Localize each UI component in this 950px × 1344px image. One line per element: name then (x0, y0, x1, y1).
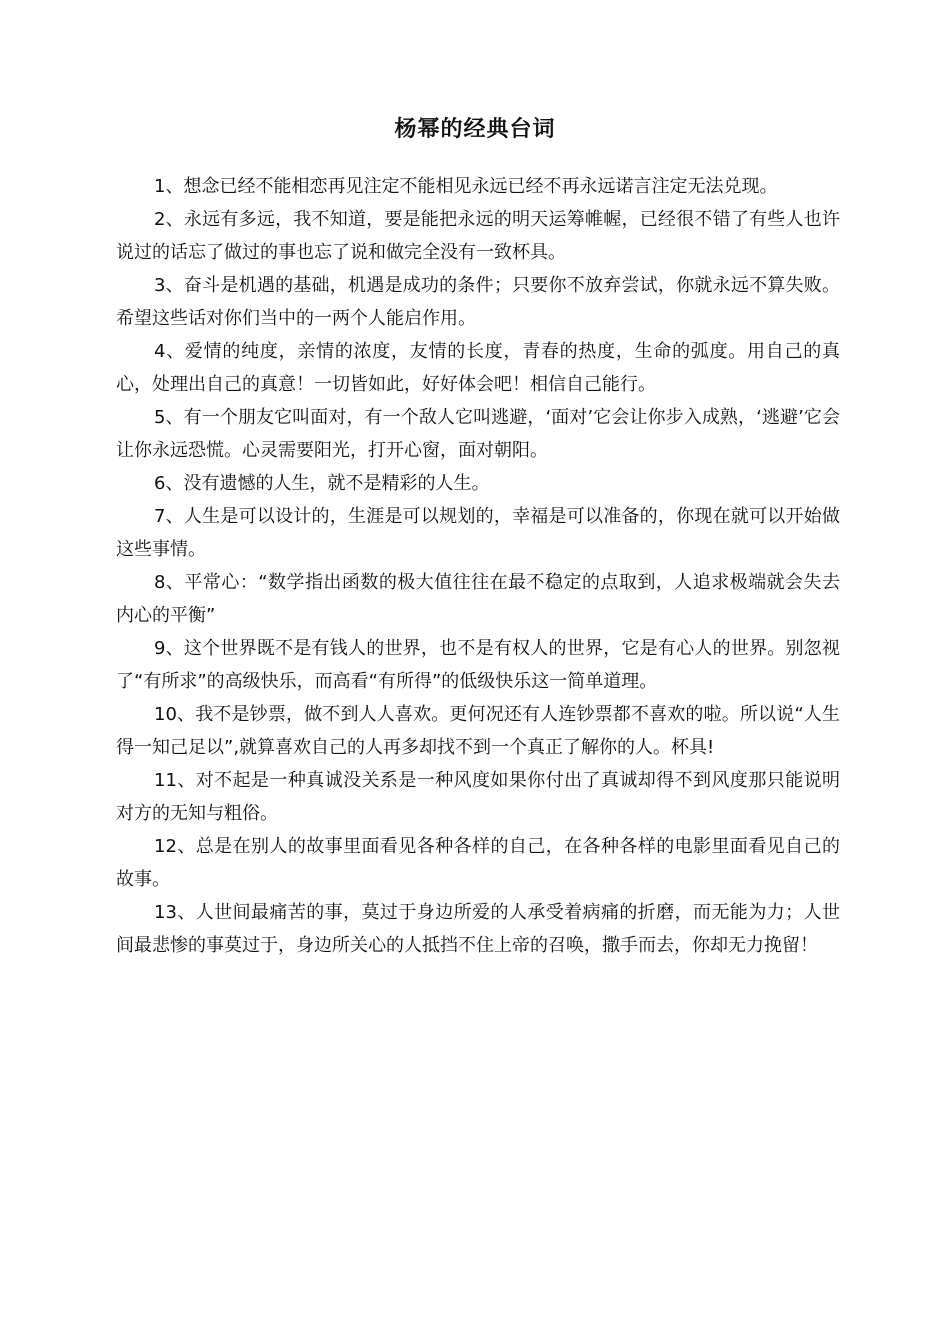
paragraph-13: 13、人世间最痛苦的事，莫过于身边所爱的人承受着病痛的折磨，而无能为力；人世间最悲惨的事莫过于，身边所关心的人抵挡不住上帝的召唤，撒手而去，你却无力挽留！ (116, 902, 840, 956)
paragraph-7: 7、人生是可以设计的，生涯是可以规划的，幸福是可以准备的，你现在就可以开始做这些事情。 (116, 506, 840, 560)
paragraph-4: 4、爱情的纯度，亲情的浓度，友情的长度，青春的热度，生命的弧度。用自己的真心，处理出自己的真意！一切皆如此，好好体会吧！相信自己能行。 (116, 341, 840, 395)
paragraph-8: 8、平常心：“数学指出函数的极大值往往在最不稳定的点取到，人追求极端就会失去内心的平衡” (116, 572, 840, 626)
paragraph-11: 11、对不起是一种真诚没关系是一种风度如果你付出了真诚却得不到风度那只能说明对方的无知与粗俗。 (116, 770, 840, 824)
paragraph-12: 12、总是在别人的故事里面看见各种各样的自己，在各种各样的电影里面看见自己的故事。 (116, 836, 840, 890)
paragraph-2: 2、永远有多远，我不知道，要是能把永远的明天运筹帷幄，已经很不错了有些人也许说过的话忘了做过的事也忘了说和做完全没有一致杯具。 (116, 209, 840, 263)
paragraph-9: 9、这个世界既不是有钱人的世界，也不是有权人的世界，它是有心人的世界。别忽视了“有所求”的高级快乐，而高看“有所得”的低级快乐这一简单道理。 (116, 638, 840, 692)
paragraph-6: 6、没有遗憾的人生，就不是精彩的人生。 (154, 473, 490, 494)
paragraph-1: 1、想念已经不能相恋再见注定不能相见永远已经不再永远诺言注定无法兑现。 (154, 176, 778, 197)
document-body (116, 170, 840, 962)
document-title: 杨幂的经典台词 (394, 117, 556, 142)
paragraph-3: 3、奋斗是机遇的基础，机遇是成功的条件；只要你不放弃尝试，你就永远不算失败。希望这些话对你们当中的一两个人能启作用。 (116, 275, 840, 329)
paragraph-10: 10、我不是钞票，做不到人人喜欢。更何况还有人连钞票都不喜欢的啦。所以说“人生得一知己足以”,就算喜欢自己的人再多却找不到一个真正了解你的人。杯具! (116, 704, 840, 758)
paragraph-5: 5、有一个朋友它叫面对，有一个敌人它叫逃避，‘面对’它会让你步入成熟，‘逃避’它会让你永远恐慌。心灵需要阳光，打开心窗，面对朝阳。 (116, 407, 840, 461)
